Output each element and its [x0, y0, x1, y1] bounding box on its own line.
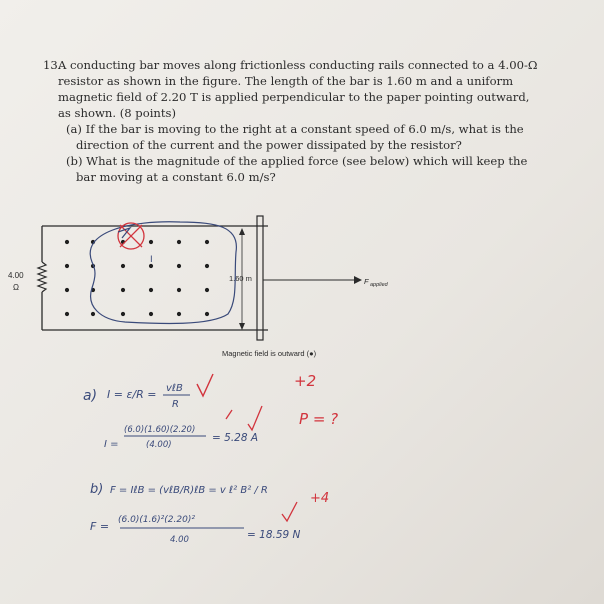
force-subscript: applied [370, 282, 388, 288]
field-dot [205, 288, 209, 292]
field-dot [65, 288, 69, 292]
field-dot [65, 264, 69, 268]
field-dot [205, 264, 209, 268]
problem-text-line-2: resistor as shown in the figure. The length of the bar is 1.60 m and a uniform [58, 74, 514, 88]
check-mark-4 [282, 502, 297, 521]
part-a-line-1: (a) If the bar is moving to the right at a constant speed of 6.0 m/s, what is the [66, 122, 524, 136]
field-dot [121, 288, 125, 292]
field-dot [177, 240, 181, 244]
answer-a-formula-denominator: R [172, 399, 179, 410]
part-a-line-2: direction of the current and the power dissipated by the resistor? [76, 138, 462, 152]
field-dot [177, 312, 181, 316]
field-dot [65, 240, 69, 244]
answer-a-result: = 5.28 A [212, 432, 259, 444]
answer-a-formula-numerator: vℓB [166, 383, 183, 394]
field-dot [149, 312, 153, 316]
answer-a-substitution-numerator: (6.0)(1.60)(2.20) [124, 425, 196, 435]
answer-b-substitution-left: F = [90, 520, 110, 533]
field-dot [149, 288, 153, 292]
figure-caption: Magnetic field is outward (●) [222, 349, 317, 358]
problem-text-line-3: magnetic field of 2.20 T is applied perpendicular to the paper pointing outward, [58, 90, 530, 104]
force-label: F [364, 277, 369, 286]
answer-a-formula: I = ε/R = [107, 388, 157, 401]
answer-b-substitution-denominator: 4.00 [170, 535, 189, 545]
drawn-current-loop [90, 222, 236, 324]
magnetic-field-dots [65, 240, 209, 316]
answer-a-substitution-denominator: (4.00) [146, 440, 172, 450]
field-dot [121, 264, 125, 268]
problem-number: 13. [43, 58, 62, 72]
field-dot [177, 264, 181, 268]
answer-b-label: b) [90, 482, 104, 497]
answer-b-result: = 18.59 N [247, 529, 301, 541]
field-dot [65, 312, 69, 316]
part-b-line-2: bar moving at a constant 6.0 m/s? [76, 170, 276, 184]
score-b: +4 [310, 491, 330, 506]
length-arrow-down [239, 323, 245, 330]
part-b-line-1: (b) What is the magnitude of the applied force (see below) which will keep the [66, 154, 528, 168]
bar-length-label: 1.60 m [229, 274, 252, 283]
answer-b-formula: F = IℓB = (vℓB/R)ℓB = v ℓ² B² / R [110, 485, 268, 496]
power-question: P = ? [299, 410, 339, 428]
resistor-symbol [38, 262, 46, 292]
field-dot [121, 312, 125, 316]
check-tick-2 [226, 410, 232, 419]
field-dot [177, 288, 181, 292]
answer-a-label: a) [83, 388, 98, 404]
answer-a-substitution-left: I = [104, 439, 119, 450]
current-label-I: I [150, 255, 153, 265]
field-dot [205, 240, 209, 244]
force-arrow-head [354, 276, 362, 284]
problem-text-line-1: A conducting bar moves along frictionless conducting rails connected to a 4.00-Ω [58, 58, 538, 72]
resistor-unit: Ω [13, 283, 19, 292]
check-mark-1 [197, 374, 213, 396]
problem-text-line-4: as shown. (8 points) [58, 106, 176, 120]
check-mark-3 [248, 406, 262, 430]
field-dot [205, 312, 209, 316]
length-arrow-up [239, 228, 245, 235]
resistor-value: 4.00 [8, 271, 24, 280]
field-dot [91, 312, 95, 316]
score-a: +2 [294, 372, 317, 390]
answer-b-substitution-numerator: (6.0)(1.6)²(2.20)² [118, 515, 195, 525]
conducting-bar [257, 216, 263, 340]
field-dot [149, 240, 153, 244]
